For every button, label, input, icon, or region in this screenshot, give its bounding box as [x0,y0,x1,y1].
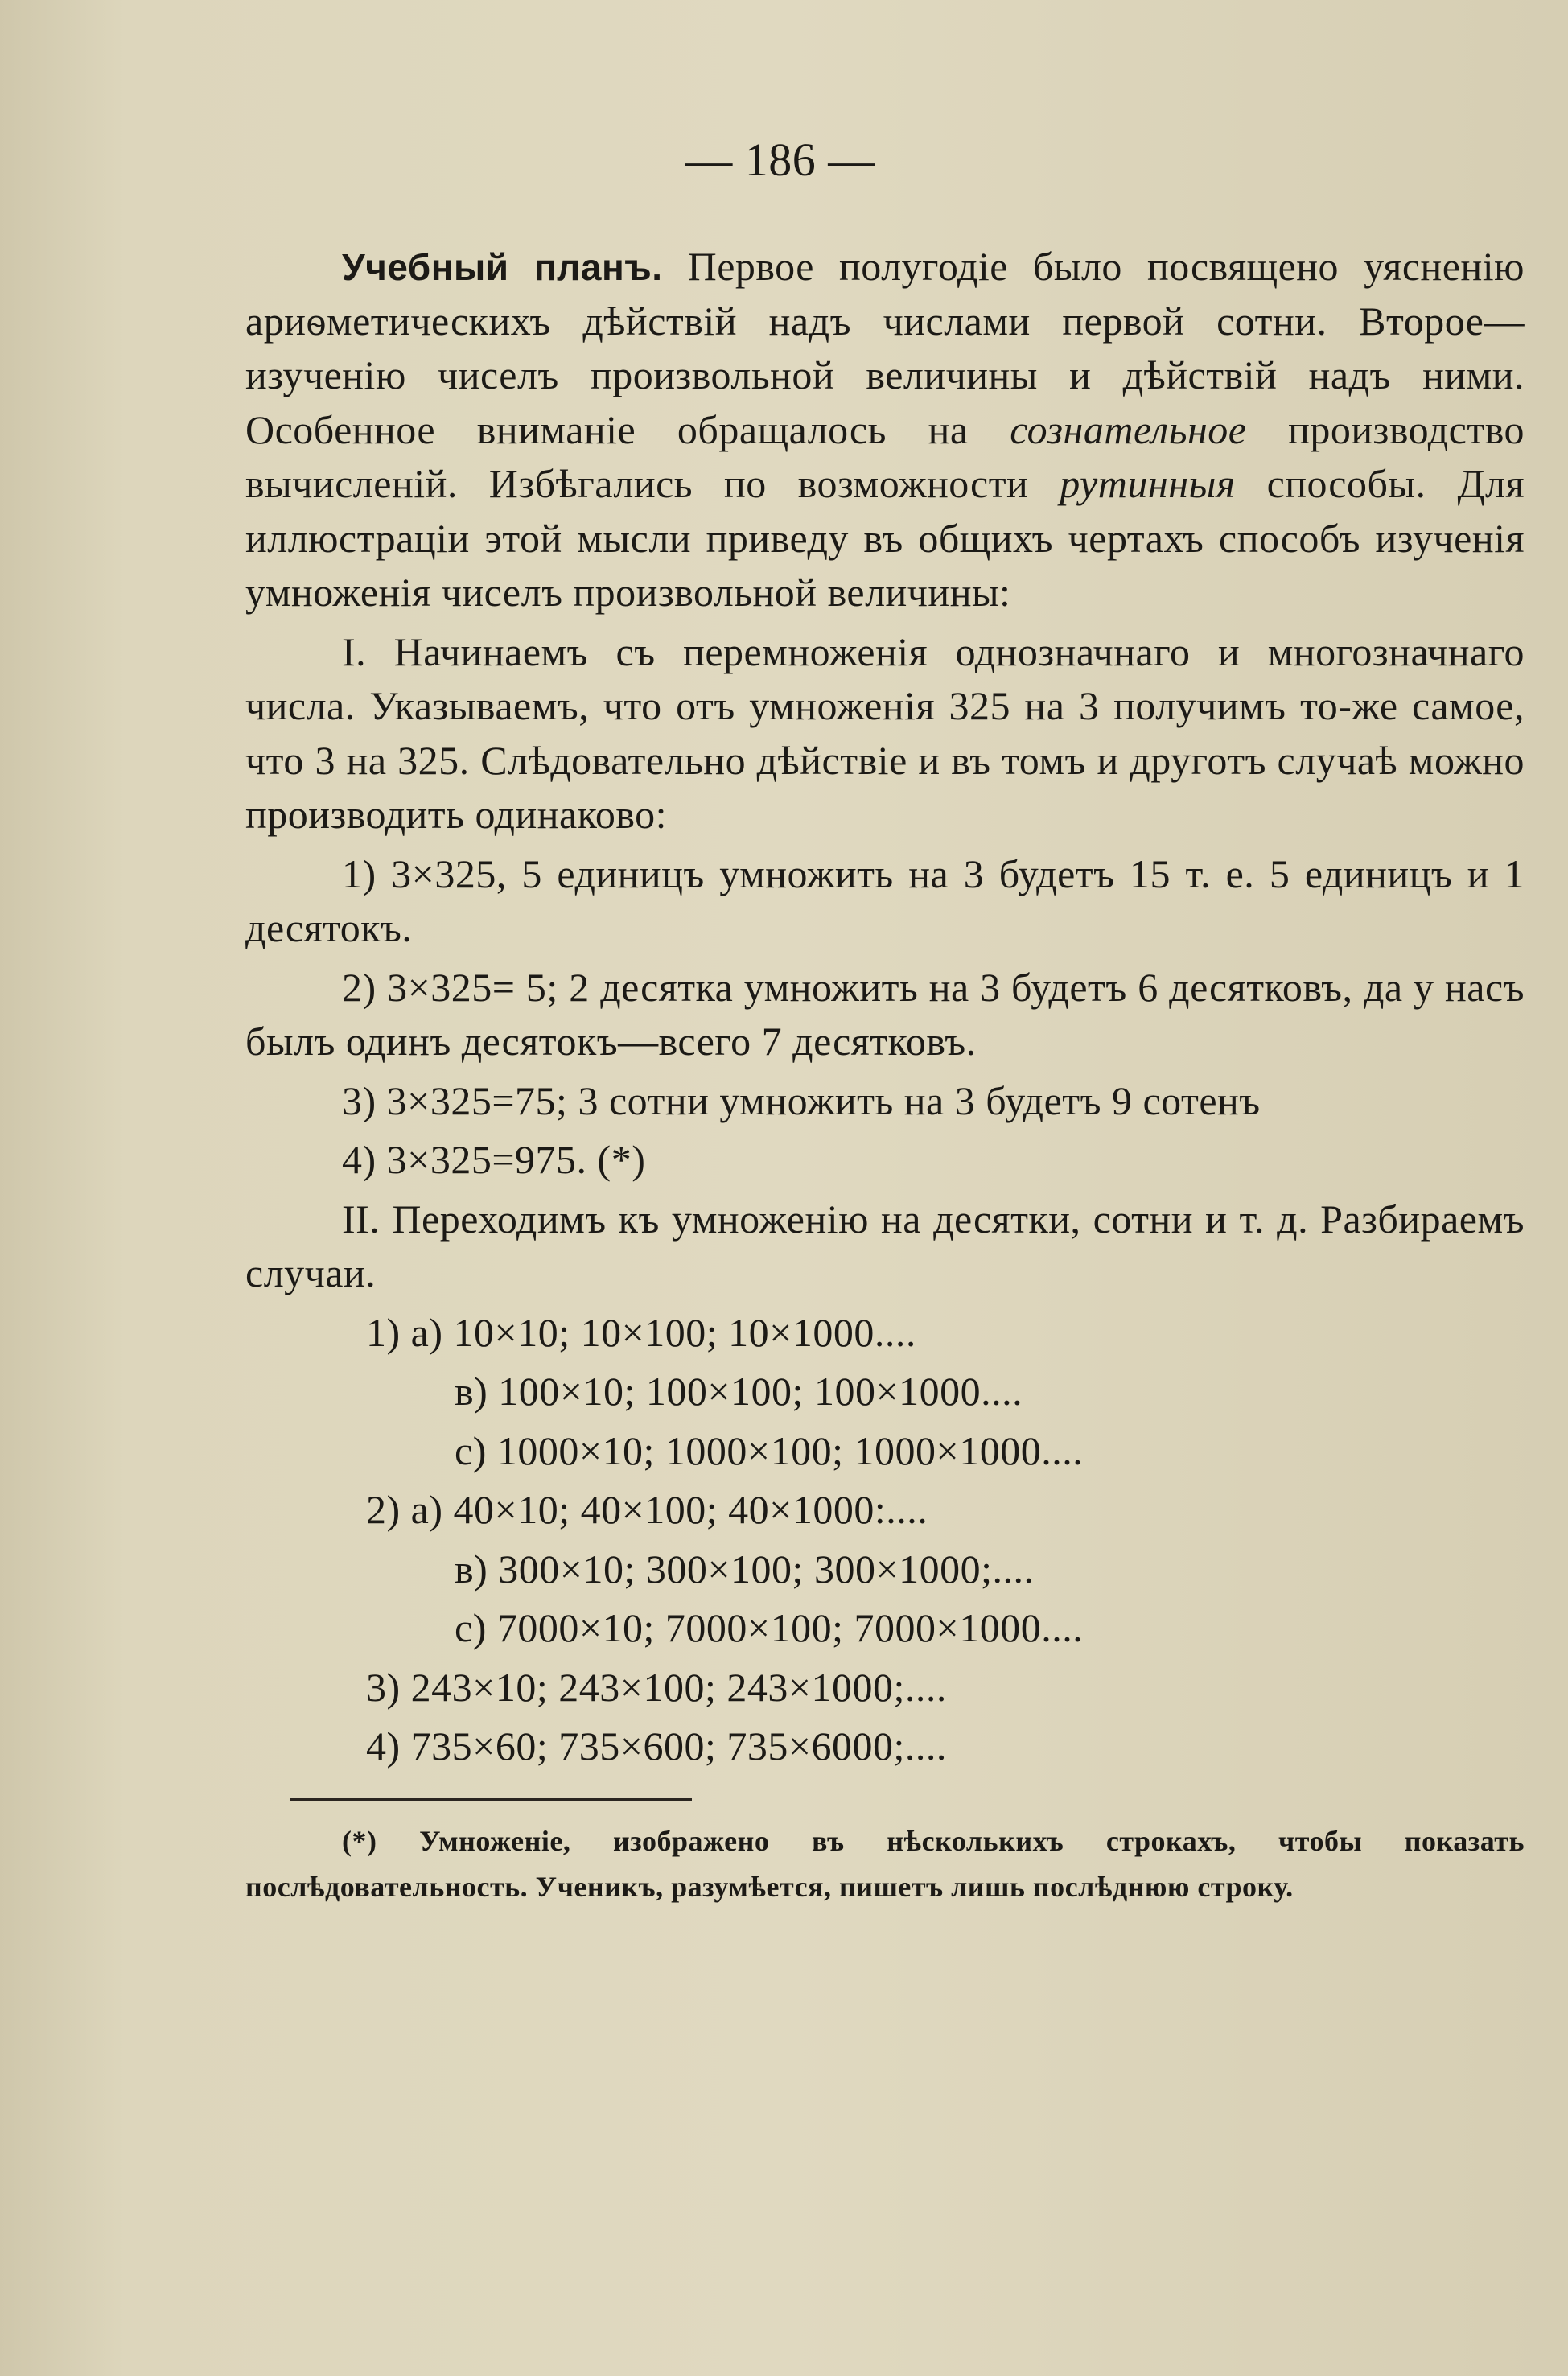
step-item: 2) 3×325= 5; 2 десятка умножить на 3 будетъ 6 десятковъ, да у насъ былъ одинъ десятокъ—всего 7 десятковъ. [245,964,1525,1064]
case-item: с) 7000×10; 7000×100; 7000×1000.... [455,1605,1084,1651]
footnote-text: (*) Умноженіе, изображено въ нѣсколькихъ строкахъ, чтобы показать послѣдовательность. Ученикъ, разумѣется, пишетъ лишь послѣднюю строку. [245,1824,1525,1904]
footnote-divider [290,1798,692,1801]
step-item: 4) 3×325=975. (*) [342,1137,646,1183]
case-item: в) 300×10; 300×100; 300×1000;.... [455,1546,1035,1592]
case-item: 1) а) 10×10; 10×100; 10×1000.... [366,1309,916,1355]
case-item: в) 100×10; 100×100; 100×1000.... [455,1369,1023,1414]
section-heading: Учебный планъ. [342,246,663,289]
case-item: 4) 735×60; 735×600; 735×6000;.... [366,1723,947,1769]
page-text [245,129,1525,1916]
step-item: 1) 3×325, 5 единицъ умножить на 3 будетъ 15 т. е. 5 единицъ и 1 десятокъ. [245,850,1525,951]
case-item: 2) а) 40×10; 40×100; 40×1000:.... [366,1487,928,1533]
intro-paragraph: Учебный планъ. Первое полугодіе было посвящено уясненію ариѳметическихъ дѣйствій надъ числами первой сотни. Второе—изученію чиселъ произвольной величины и дѣйствій надъ ними. Особенное вниманіе обращалось на сознательное производство вычисленій. Избѣгались по возможности рутинныя способы. Для иллюстраціи этой мысли приведу въ общихъ чертахъ способъ изученія умноженія чиселъ произвольной величины: [245,244,1525,616]
case-item: с) 1000×10; 1000×100; 1000×1000.... [455,1427,1084,1473]
section-two-paragraph: II. Переходимъ къ умноженію на десятки, сотни и т. д. Разбираемъ случаи. [245,1196,1525,1296]
step-item: 3) 3×325=75; 3 сотни умножить на 3 будетъ 9 сотенъ [342,1077,1261,1123]
page-number: — 186 — [685,134,875,186]
section-one-paragraph: I. Начинаемъ съ перемноженія однозначнаго и многозначнаго числа. Указываемъ, что отъ умноженія 325 на 3 получимъ то-же самое, что 3 на 325. Слѣдовательно дѣйствіе и въ томъ и друготъ случаѣ можно производить одинаково: [245,628,1525,838]
case-item: 3) 243×10; 243×100; 243×1000;.... [366,1664,947,1710]
footnote [245,1818,1525,1911]
